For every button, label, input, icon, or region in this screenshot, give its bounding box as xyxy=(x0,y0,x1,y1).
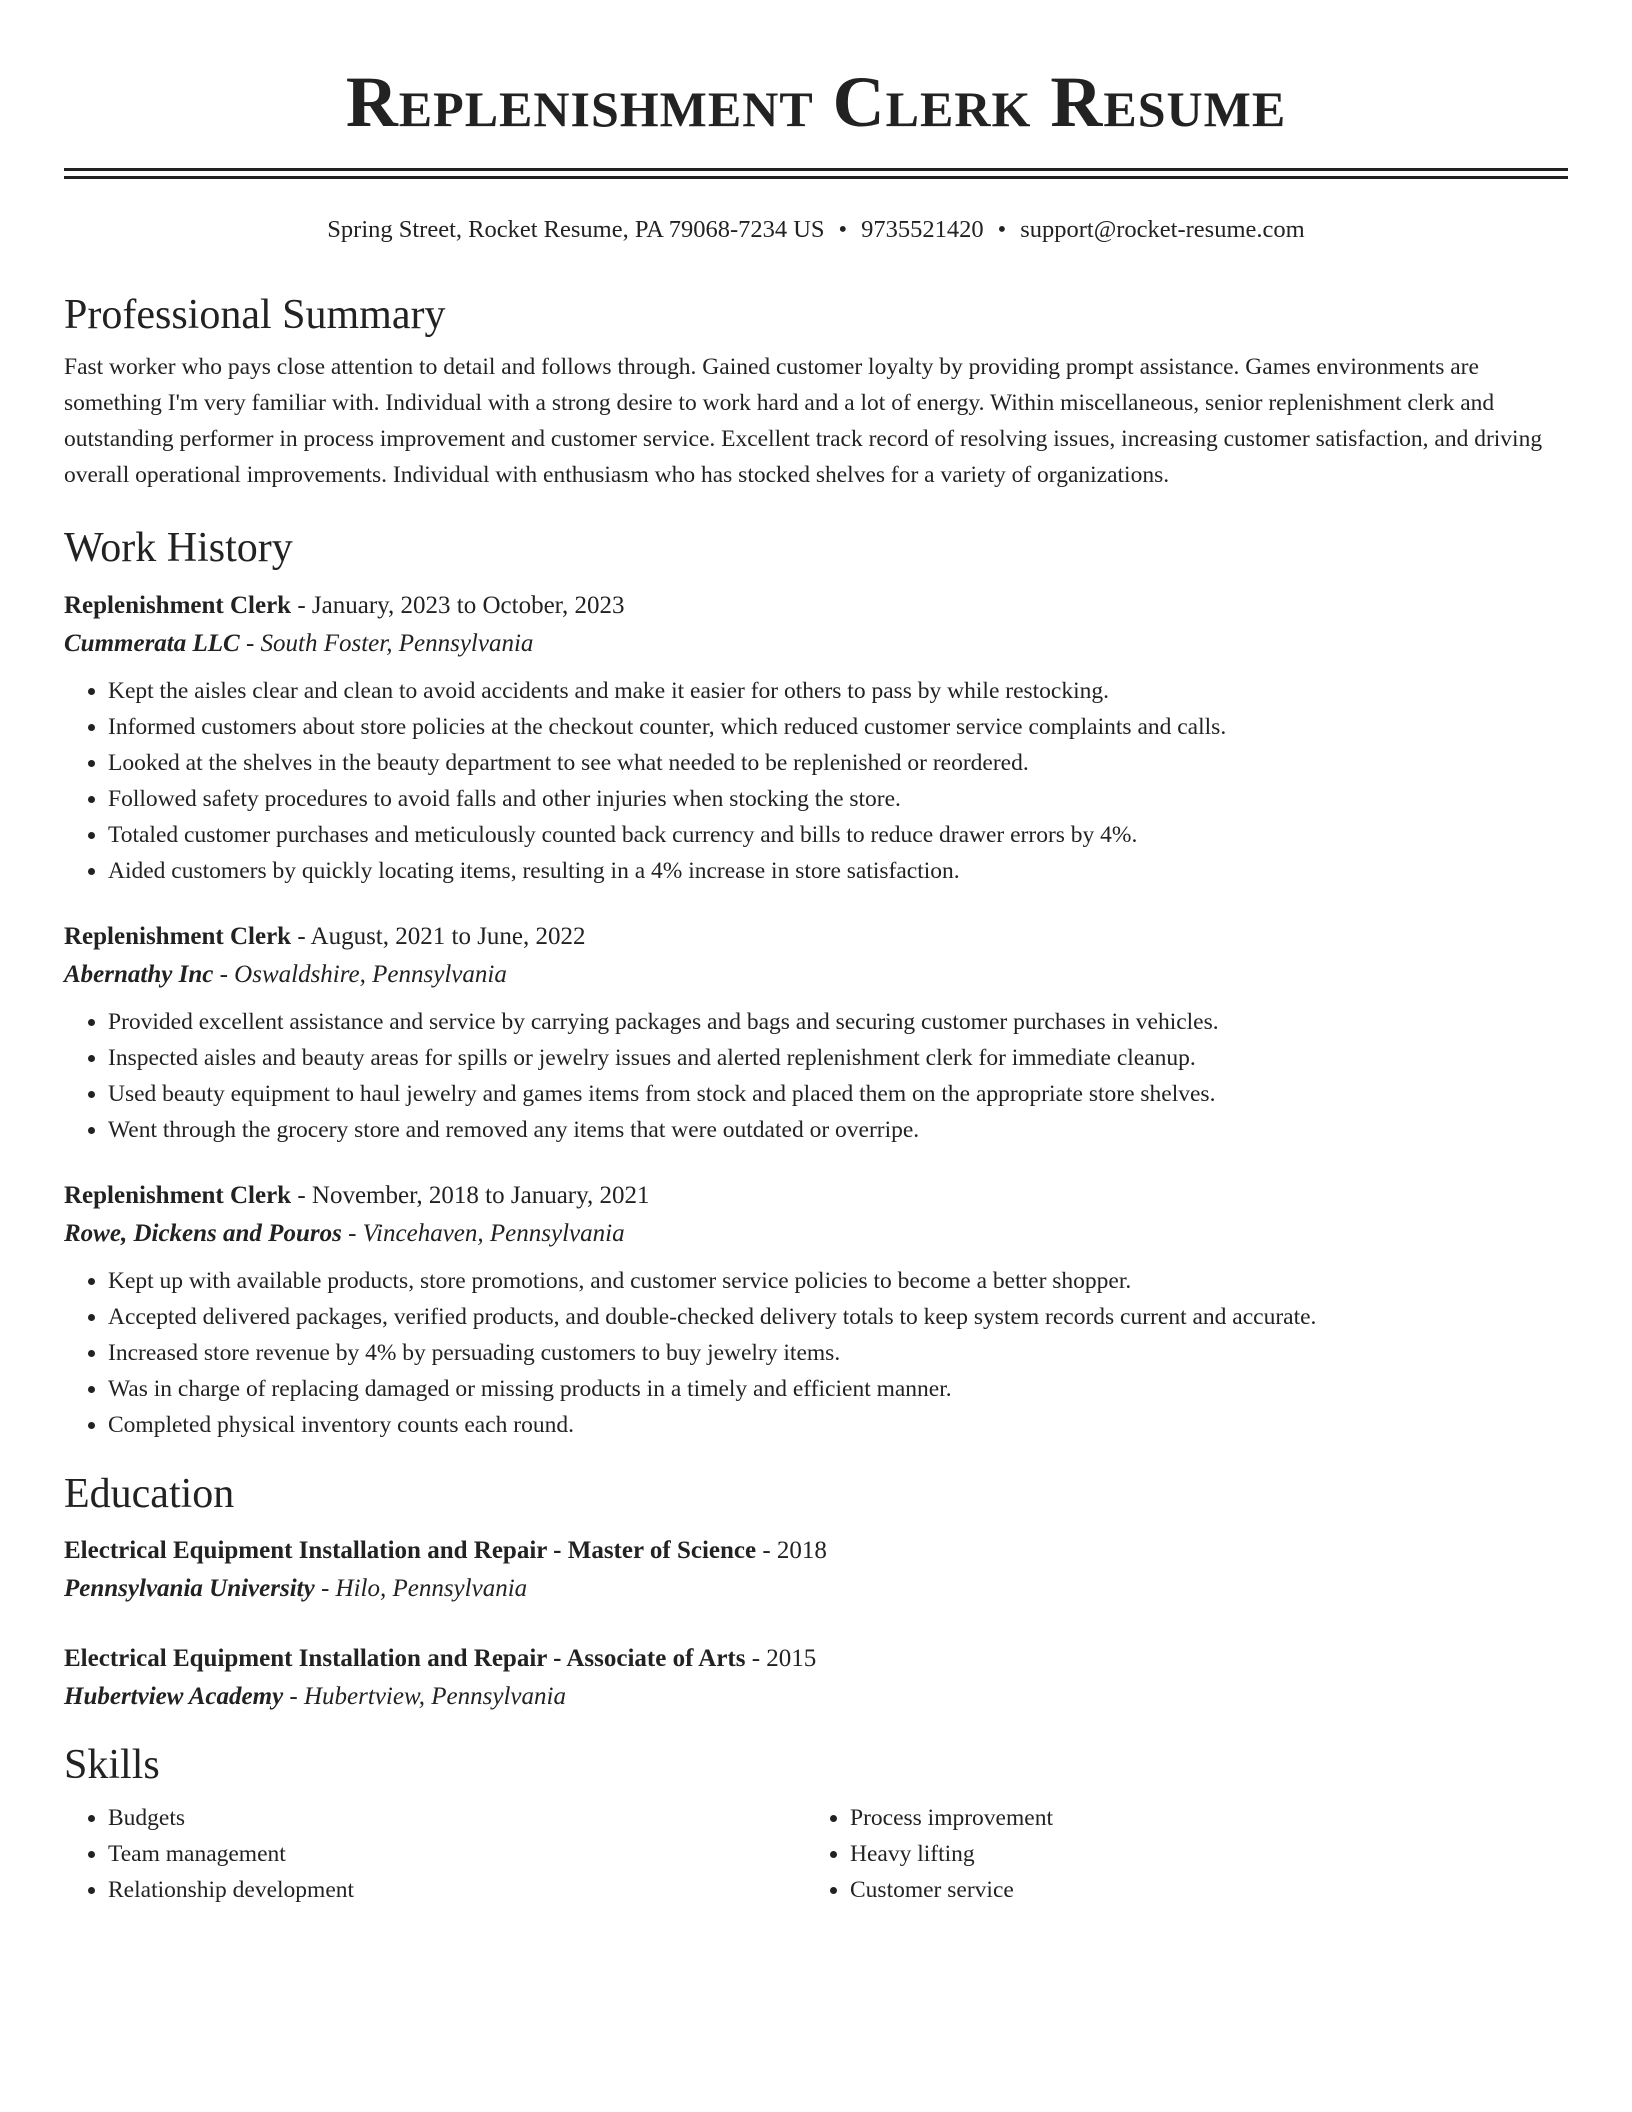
education-year: - 2018 xyxy=(756,1536,827,1564)
job-title-line xyxy=(64,1177,1568,1215)
education-entry xyxy=(64,1640,1568,1716)
job-company: Cummerata LLC xyxy=(64,630,240,658)
job-dates: - January, 2023 to October, 2023 xyxy=(291,592,625,620)
summary-text: Fast worker who pays close attention to detail and follows through. Gained customer loyalty by providing prompt assistance. Games environments are something I'm very familiar with. Individual with a strong desire to work hard and a lot of energy. Within miscellaneous, senior replenishment clerk and outstanding performer in process improvement and customer service. Excellent track record of resolving issues, increasing customer satisfaction, and driving overall operational improvements. Individual with enthusiasm who has stocked shelves for a variety of organizations. xyxy=(64,353,1543,488)
education-school-line xyxy=(64,1678,1568,1716)
list-item: • Informed customers about store policies at the checkout counter, which reduced customer service complaints and calls. xyxy=(108,709,1568,745)
skill-item: • Process improvement xyxy=(850,1800,1548,1836)
job-location: - South Foster, Pennsylvania xyxy=(239,630,534,658)
work-history-heading: Work History xyxy=(64,524,293,571)
job-role: Replenishment Clerk xyxy=(64,1182,292,1210)
list-item: • Followed safety procedures to avoid falls and other injuries when stocking the store. xyxy=(108,781,1568,817)
skill-item: • Team management xyxy=(108,1836,806,1872)
job-location: - Oswaldshire, Pennsylvania xyxy=(213,961,507,989)
list-item: • Was in charge of replacing damaged or missing products in a timely and efficient manner. xyxy=(108,1371,1568,1407)
education-entry xyxy=(64,1532,1568,1608)
list-item: • Increased store revenue by 4% by persuading customers to buy jewelry items. xyxy=(108,1335,1568,1371)
job-location: - Vincehaven, Pennsylvania xyxy=(341,1220,625,1248)
job-company-line xyxy=(64,956,1568,994)
list-item: • Used beauty equipment to haul jewelry and games items from stock and placed them on the appropriate store shelves. xyxy=(108,1076,1568,1112)
job-entry xyxy=(64,1177,1568,1443)
contact-address: Spring Street, Rocket Resume, PA 79068-7234 US xyxy=(327,216,825,243)
job-role: Replenishment Clerk xyxy=(64,923,292,951)
list-item: • Went through the grocery store and removed any items that were outdated or overripe. xyxy=(108,1112,1568,1148)
job-title-line xyxy=(64,587,1568,625)
job-dates: - August, 2021 to June, 2022 xyxy=(291,923,586,951)
education-degree-line xyxy=(64,1532,1568,1570)
education-location: - Hilo, Pennsylvania xyxy=(314,1574,528,1602)
education-school-line xyxy=(64,1570,1568,1608)
job-entry xyxy=(64,918,1568,1148)
job-bullets xyxy=(64,1004,1568,1148)
education-degree: Electrical Equipment Installation and Repair - Associate of Arts xyxy=(64,1644,746,1672)
education-school: Hubertview Academy xyxy=(64,1682,284,1710)
skill-item: • Customer service xyxy=(850,1872,1548,1908)
education-year: - 2015 xyxy=(745,1644,817,1672)
job-role: Replenishment Clerk xyxy=(64,592,292,620)
skills-heading: Skills xyxy=(64,1741,160,1788)
skills-columns xyxy=(64,1790,1568,1908)
title-divider xyxy=(64,168,1568,179)
skill-item: • Relationship development xyxy=(108,1872,806,1908)
list-item: • Provided excellent assistance and service by carrying packages and bags and securing customer purchases in vehicles. xyxy=(108,1004,1568,1040)
skill-item: • Heavy lifting xyxy=(850,1836,1548,1872)
job-company-line xyxy=(64,1215,1568,1253)
contact-email: support@rocket-resume.com xyxy=(1020,216,1305,243)
list-item: • Totaled customer purchases and meticulously counted back currency and bills to reduce drawer errors by 4%. xyxy=(108,817,1568,853)
skill-item: • Budgets xyxy=(108,1800,806,1836)
education-location: - Hubertview, Pennsylvania xyxy=(283,1682,566,1710)
summary-heading: Professional Summary xyxy=(64,292,446,339)
skills-list-left xyxy=(64,1800,806,1908)
list-item: • Kept the aisles clear and clean to avoid accidents and make it easier for others to pass by while restocking. xyxy=(108,673,1568,709)
education-school: Pennsylvania University xyxy=(64,1574,315,1602)
job-company: Rowe, Dickens and Pouros xyxy=(64,1220,342,1248)
skills-list-right xyxy=(806,1800,1548,1908)
contact-separator: • xyxy=(838,216,848,243)
job-bullets xyxy=(64,1263,1568,1443)
resume-title: Replenishment Clerk Resume xyxy=(345,62,1287,142)
contact-line xyxy=(64,215,1568,244)
education-degree: Electrical Equipment Installation and Repair - Master of Science xyxy=(64,1536,757,1564)
list-item: • Accepted delivered packages, verified products, and double-checked delivery totals to keep system records current and accurate. xyxy=(108,1299,1568,1335)
list-item: • Kept up with available products, store promotions, and customer service policies to become a better shopper. xyxy=(108,1263,1568,1299)
list-item: • Completed physical inventory counts each round. xyxy=(108,1407,1568,1443)
education-heading: Education xyxy=(64,1471,235,1518)
job-entry xyxy=(64,587,1568,889)
job-company-line xyxy=(64,625,1568,663)
contact-separator: • xyxy=(997,216,1007,243)
education-degree-line xyxy=(64,1640,1568,1678)
contact-phone: 9735521420 xyxy=(861,216,984,243)
list-item: • Looked at the shelves in the beauty department to see what needed to be replenished or reordered. xyxy=(108,745,1568,781)
job-bullets xyxy=(64,673,1568,889)
job-company: Abernathy Inc xyxy=(64,961,214,989)
list-item: • Aided customers by quickly locating items, resulting in a 4% increase in store satisfaction. xyxy=(108,853,1568,889)
job-dates: - November, 2018 to January, 2021 xyxy=(291,1182,650,1210)
list-item: • Inspected aisles and beauty areas for spills or jewelry issues and alerted replenishment clerk for immediate cleanup. xyxy=(108,1040,1568,1076)
job-title-line xyxy=(64,918,1568,956)
